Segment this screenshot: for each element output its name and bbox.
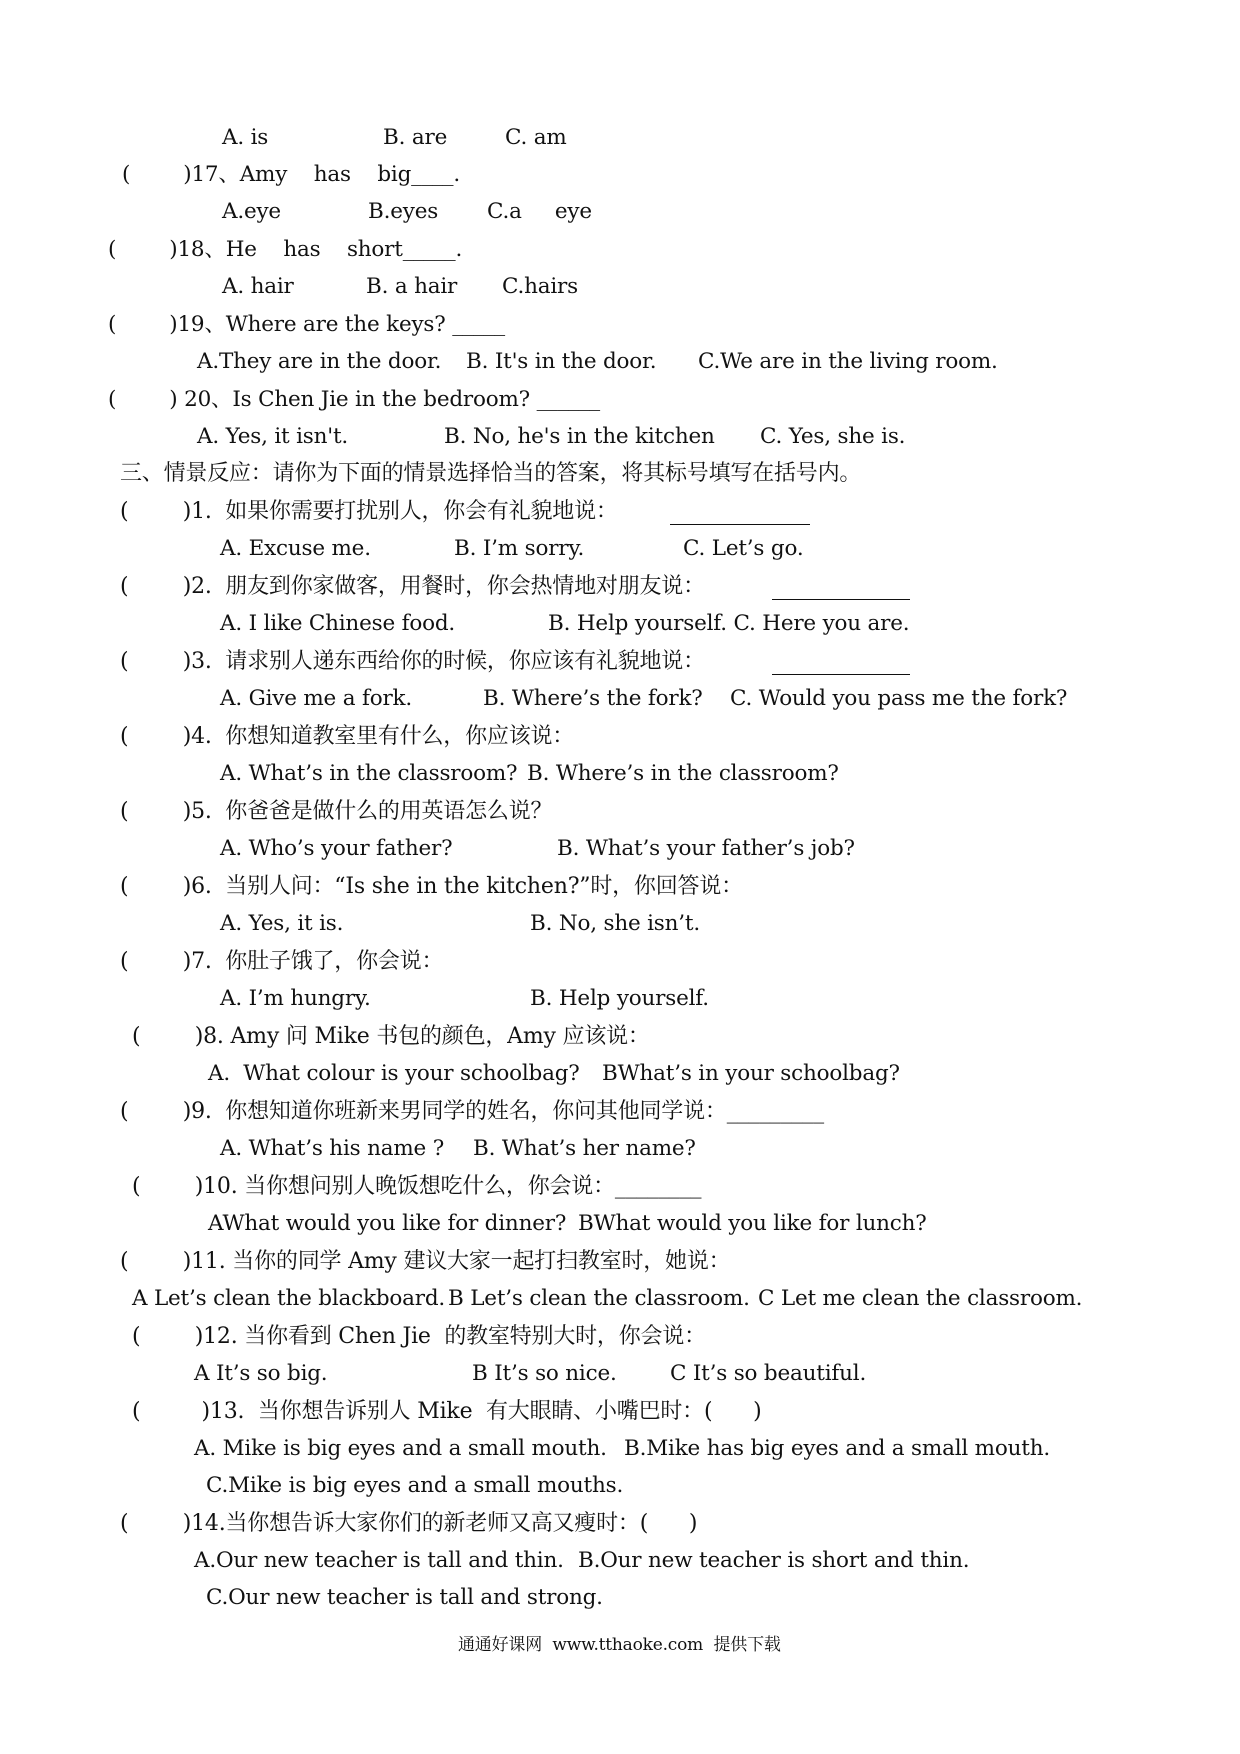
page-footer: 通通好课网 www.tthaoke.com 提供下载 bbox=[458, 1635, 781, 1655]
s3-q10-stem: ( )10. 当你想问别人晚饭想吃什么，你会说：________ bbox=[132, 1174, 702, 1199]
s3-q2-options-bc: B. Help yourself. C. Here you are. bbox=[548, 611, 910, 636]
s3-q8-option-a: A. What colour is your schoolbag? bbox=[208, 1061, 580, 1086]
s3-q3-option-a: A. Give me a fork. bbox=[220, 686, 412, 711]
q18-option-c: C.hairs bbox=[502, 274, 578, 299]
q17-option-a: A.eye bbox=[222, 199, 281, 224]
s3-q11-option-a: A Let’s clean the blackboard. bbox=[132, 1286, 446, 1311]
q19-option-b: B. It's in the door. bbox=[466, 349, 657, 374]
s3-q13-option-c: C.Mike is big eyes and a small mouths. bbox=[206, 1473, 624, 1498]
s3-q9-option-a: A. What’s his name ? bbox=[220, 1136, 445, 1161]
s3-q4-stem: ( )4. 你想知道教室里有什么，你应该说： bbox=[120, 724, 575, 749]
q18-stem: ( )18、He has short_____. bbox=[108, 237, 463, 262]
s3-q5-option-b: B. What’s your father’s job? bbox=[557, 836, 855, 861]
s3-q2-answer-line bbox=[772, 579, 910, 600]
s3-q11-option-c: C Let me clean the classroom. bbox=[758, 1286, 1083, 1311]
s3-q9-stem: ( )9. 你想知道你班新来男同学的姓名，你问其他同学说：_________ bbox=[120, 1099, 824, 1124]
s3-q7-option-b: B. Help yourself. bbox=[530, 986, 709, 1011]
s3-q12-stem: ( )12. 当你看到 Chen Jie 的教室特别大时，你会说： bbox=[132, 1324, 706, 1349]
s3-q11-stem: ( )11. 当你的同学 Amy 建议大家一起打扫教室时，她说： bbox=[120, 1249, 731, 1274]
q16-option-a: A. is bbox=[222, 125, 269, 150]
s3-q2-option-a: A. I like Chinese food. bbox=[220, 611, 456, 636]
q20-option-a: A. Yes, it isn't. bbox=[197, 424, 349, 449]
s3-q14-option-a: A.Our new teacher is tall and thin. bbox=[194, 1548, 564, 1573]
q19-option-c: C.We are in the living room. bbox=[698, 349, 998, 374]
q16-option-c: C. am bbox=[505, 125, 567, 150]
q20-option-b: B. No, he's in the kitchen bbox=[444, 424, 715, 449]
s3-q13-option-a: A. Mike is big eyes and a small mouth. bbox=[194, 1436, 607, 1461]
s3-q7-stem: ( )7. 你肚子饿了，你会说： bbox=[120, 949, 444, 974]
s3-q1-option-c: C. Let’s go. bbox=[683, 536, 804, 561]
s3-q8-stem: ( )8. Amy 问 Mike 书包的颜色，Amy 应该说： bbox=[132, 1024, 650, 1049]
section-3-heading: 三、情景反应：请你为下面的情景选择恰当的答案，将其标号填写在括号内。 bbox=[120, 461, 862, 486]
s3-q1-stem: ( )1. 如果你需要打扰别人，你会有礼貌地说： bbox=[120, 499, 618, 524]
q16-option-b: B. are bbox=[383, 125, 448, 150]
s3-q5-option-a: A. Who’s your father? bbox=[220, 836, 453, 861]
s3-q5-stem: ( )5. 你爸爸是做什么的用英语怎么说？ bbox=[120, 799, 553, 824]
s3-q7-option-a: A. I’m hungry. bbox=[220, 986, 371, 1011]
s3-q13-option-b: B.Mike has big eyes and a small mouth. bbox=[624, 1436, 1050, 1461]
q17-option-c: C.a eye bbox=[487, 199, 592, 224]
s3-q12-option-a: A It’s so big. bbox=[194, 1361, 328, 1386]
s3-q1-answer-line bbox=[670, 504, 810, 525]
s3-q6-option-b: B. No, she isn’t. bbox=[530, 911, 700, 936]
s3-q4-option-b: B. Where’s in the classroom? bbox=[527, 761, 839, 786]
s3-q13-stem: ( )13. 当你想告诉别人 Mike 有大眼睛、小嘴巴时：( ) bbox=[132, 1399, 762, 1424]
s3-q12-option-b: B It’s so nice. bbox=[472, 1361, 617, 1386]
q17-option-b: B.eyes bbox=[368, 199, 439, 224]
s3-q2-stem: ( )2. 朋友到你家做客，用餐时，你会热情地对朋友说： bbox=[120, 574, 705, 599]
q20-stem: ( ) 20、Is Chen Jie in the bedroom? ______ bbox=[108, 387, 600, 412]
s3-q1-option-b: B. I’m sorry. bbox=[454, 536, 585, 561]
s3-q14-stem: ( )14.当你想告诉大家你们的新老师又高又瘦时：( ) bbox=[120, 1511, 698, 1536]
s3-q11-option-b: B Let’s clean the classroom. bbox=[448, 1286, 750, 1311]
q20-option-c: C. Yes, she is. bbox=[760, 424, 906, 449]
q17-stem: ( )17、Amy has big____. bbox=[122, 162, 460, 187]
s3-q8-option-b: BWhat’s in your schoolbag? bbox=[602, 1061, 900, 1086]
q19-stem: ( )19、Where are the keys? _____ bbox=[108, 312, 505, 337]
s3-q10-option-a: AWhat would you like for dinner? bbox=[208, 1211, 567, 1236]
s3-q3-stem: ( )3. 请求别人递东西给你的时候，你应该有礼貌地说： bbox=[120, 649, 705, 674]
s3-q3-option-b: B. Where’s the fork? bbox=[483, 686, 703, 711]
q18-option-a: A. hair bbox=[222, 274, 294, 299]
s3-q6-stem: ( )6. 当别人问：“Is she in the kitchen?”时，你回答说： bbox=[120, 874, 743, 899]
s3-q6-option-a: A. Yes, it is. bbox=[220, 911, 344, 936]
q19-option-a: A.They are in the door. bbox=[197, 349, 442, 374]
s3-q10-option-b: BWhat would you like for lunch? bbox=[578, 1211, 927, 1236]
s3-q3-answer-line bbox=[772, 654, 910, 675]
q18-option-b: B. a hair bbox=[366, 274, 458, 299]
s3-q14-option-b: B.Our new teacher is short and thin. bbox=[578, 1548, 970, 1573]
s3-q1-option-a: A. Excuse me. bbox=[220, 536, 371, 561]
s3-q9-option-b: B. What’s her name? bbox=[473, 1136, 696, 1161]
s3-q3-option-c: C. Would you pass me the fork? bbox=[730, 686, 1068, 711]
s3-q14-option-c: C.Our new teacher is tall and strong. bbox=[206, 1585, 603, 1610]
s3-q12-option-c: C It’s so beautiful. bbox=[670, 1361, 867, 1386]
s3-q4-option-a: A. What’s in the classroom? bbox=[220, 761, 518, 786]
